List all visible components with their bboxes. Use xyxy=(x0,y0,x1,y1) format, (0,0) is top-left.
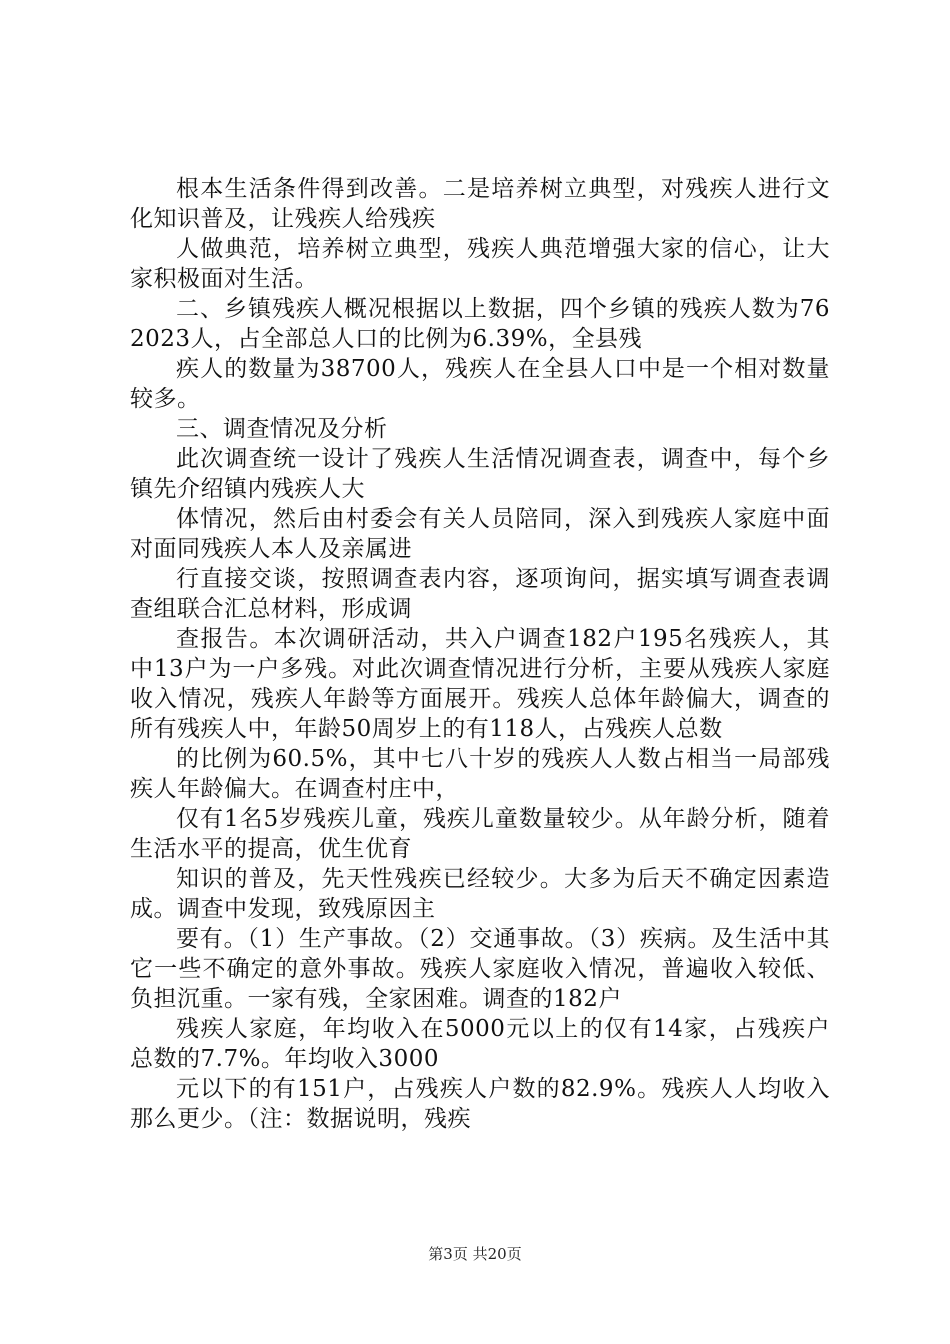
paragraph: 此次调查统一设计了残疾人生活情况调查表，调查中，每个乡镇先介绍镇内残疾人大 xyxy=(130,446,830,502)
paragraph: 人做典范，培养树立典型，残疾人典范增强大家的信心，让大家积极面对生活。 xyxy=(130,236,830,292)
paragraph: 疾人的数量为38700人，残疾人在全县人口中是一个相对数量较多。 xyxy=(130,356,830,412)
document-body xyxy=(130,174,830,1134)
paragraph: 行直接交谈，按照调查表内容，逐项询问，据实填写调查表调查组联合汇总材料，形成调 xyxy=(130,566,830,622)
paragraph: 查报告。本次调研活动，共入户调查182户195名残疾人，其中13户为一户多残。对此次调查情况进行分析，主要从残疾人家庭收入情况，残疾人年龄等方面展开。残疾人总体年龄偏大，调查的所有残疾人中，年龄50周岁上的有118人，占残疾人总数 xyxy=(130,626,830,742)
paragraph: 知识的普及，先天性残疾已经较少。大多为后天不确定因素造成。调查中发现，致残原因主 xyxy=(130,866,830,922)
paragraph: 的比例为60.5%，其中七八十岁的残疾人人数占相当一局部残疾人年龄偏大。在调查村庄中， xyxy=(130,746,830,802)
paragraph: 体情况，然后由村委会有关人员陪同，深入到残疾人家庭中面对面同残疾人本人及亲属进 xyxy=(130,506,830,562)
section-heading: 三、调查情况及分析 xyxy=(176,416,388,442)
page-number-footer: 第3页 共20页 xyxy=(428,1245,522,1263)
paragraph: 根本生活条件得到改善。二是培养树立典型，对残疾人进行文化知识普及，让残疾人给残疾 xyxy=(130,176,830,232)
paragraph: 元以下的有151户，占残疾人户数的82.9%。残疾人人均收入那么更少。（注：数据说明，残疾 xyxy=(130,1076,830,1132)
paragraph: 残疾人家庭，年均收入在5000元以上的仅有14家，占残疾户总数的7.7%。年均收入3000 xyxy=(130,1016,830,1072)
paragraph: 要有。（1）生产事故。（2）交通事故。（3）疾病。及生活中其它一些不确定的意外事故。残疾人家庭收入情况，普遍收入较低、负担沉重。一家有残，全家困难。调查的182户 xyxy=(130,926,830,1012)
paragraph: 二、乡镇残疾人概况根据以上数据，四个乡镇的残疾人数为762023人，占全部总人口的比例为6.39%，全县残 xyxy=(130,296,830,352)
paragraph: 仅有1名5岁残疾儿童，残疾儿童数量较少。从年龄分析，随着生活水平的提高，优生优育 xyxy=(130,806,830,862)
